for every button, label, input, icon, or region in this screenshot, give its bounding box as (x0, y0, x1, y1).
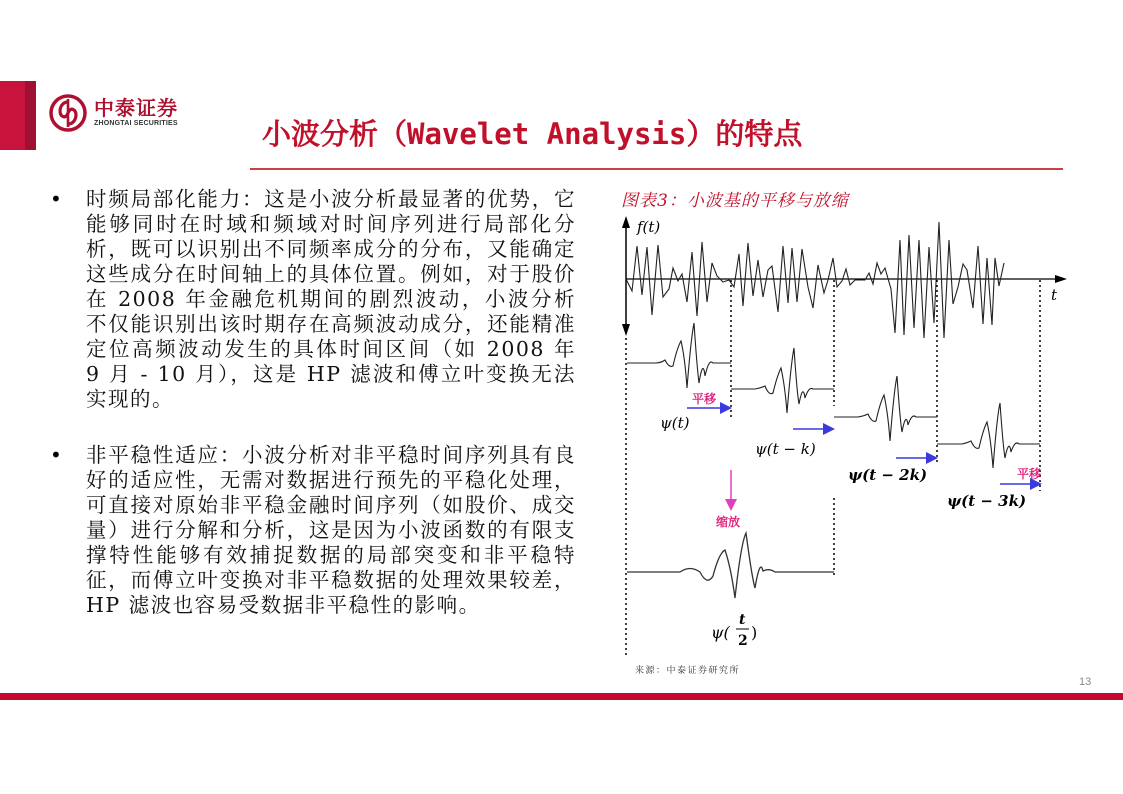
company-logo (48, 93, 178, 133)
page-number: 13 (1079, 676, 1092, 688)
psi-half-denominator: 2 (738, 633, 748, 649)
figure-source: 来源：中泰证券研究所 (635, 666, 741, 676)
wavelet-psi-t-half (627, 533, 834, 649)
title-divider (250, 168, 1063, 170)
bullet-marker: • (50, 187, 62, 211)
signal-waveform (626, 222, 1004, 338)
psi-t-3k-label: ψ(t − 3k) (947, 492, 1027, 510)
psi-half-suffix: ) (751, 623, 758, 642)
bullet-item (48, 443, 588, 618)
bullet-list (48, 187, 588, 649)
bullet-marker: • (50, 443, 62, 467)
wavelet-psi-t (627, 323, 731, 432)
signal-label: f(t) (637, 218, 661, 236)
logo-name-en: ZHONGTAI SECURITIES (94, 120, 178, 127)
wavelet-psi-t-2k (834, 376, 937, 484)
figure-caption: 图表3：小波基的平移与放缩 (621, 191, 849, 211)
shift-annotation-1 (687, 391, 729, 408)
page-title: 小波分析（Wavelet Analysis）的特点 (262, 117, 803, 151)
psi-half-numerator: t (739, 612, 746, 628)
footer-bar (0, 693, 1123, 700)
scale-label: 缩放 (716, 515, 741, 529)
logo-name-cn: 中泰证券 (94, 96, 178, 120)
shift-label: 平移 (692, 392, 717, 406)
time-axis-label: t (1051, 286, 1058, 304)
bullet-item (48, 187, 588, 412)
wavelet-psi-t-3k (937, 403, 1042, 510)
psi-t-k-label: ψ(t − k) (755, 440, 816, 458)
wavelet-shift-scale-diagram (615, 208, 1075, 658)
scale-annotation (716, 470, 740, 529)
zhongtai-logo-icon (48, 93, 88, 133)
psi-half-prefix: ψ( (711, 623, 730, 642)
guide-lines (626, 280, 1040, 658)
vertical-axis (622, 216, 630, 336)
bullet-text-time-frequency: 时频局部化能力：这是小波分析最显著的优势，它能够同时在时域和频域对时间序列进行局部化分析，既可以识别出不同频率成分的分布，又能确定这些成分在时间轴上的具体位置。例如，对于股价在 2008 年金融危机期间的剧烈波动，小波分析不仅能识别出该时期存在高频波动成分，还能精准定位高频波动发生的具体时间区间（如 2008 年 9 月 - 10 月），这是 HP 滤波和傅立叶变换无法实现的。 (86, 187, 576, 411)
wavelet-psi-t-k (731, 348, 834, 458)
psi-t-2k-label: ψ(t − 2k) (848, 466, 928, 484)
brand-accent-bar-dark (25, 81, 36, 150)
psi-t-label: ψ(t) (660, 414, 690, 432)
bullet-text-nonstationary: 非平稳性适应：小波分析对非平稳时间序列具有良好的适应性，无需对数据进行预先的平稳化处理，可直接对原始非平稳金融时间序列（如股价、成交量）进行分解和分析，这是因为小波函数的有限支撑特性能够有效捕捉数据的局部突变和非平稳特征，而傅立叶变换对非平稳数据的处理效果较差，HP 滤波也容易受数据非平稳性的影响。 (86, 443, 576, 617)
shift-label: 平移 (1017, 467, 1042, 481)
brand-accent-bar (0, 81, 25, 150)
